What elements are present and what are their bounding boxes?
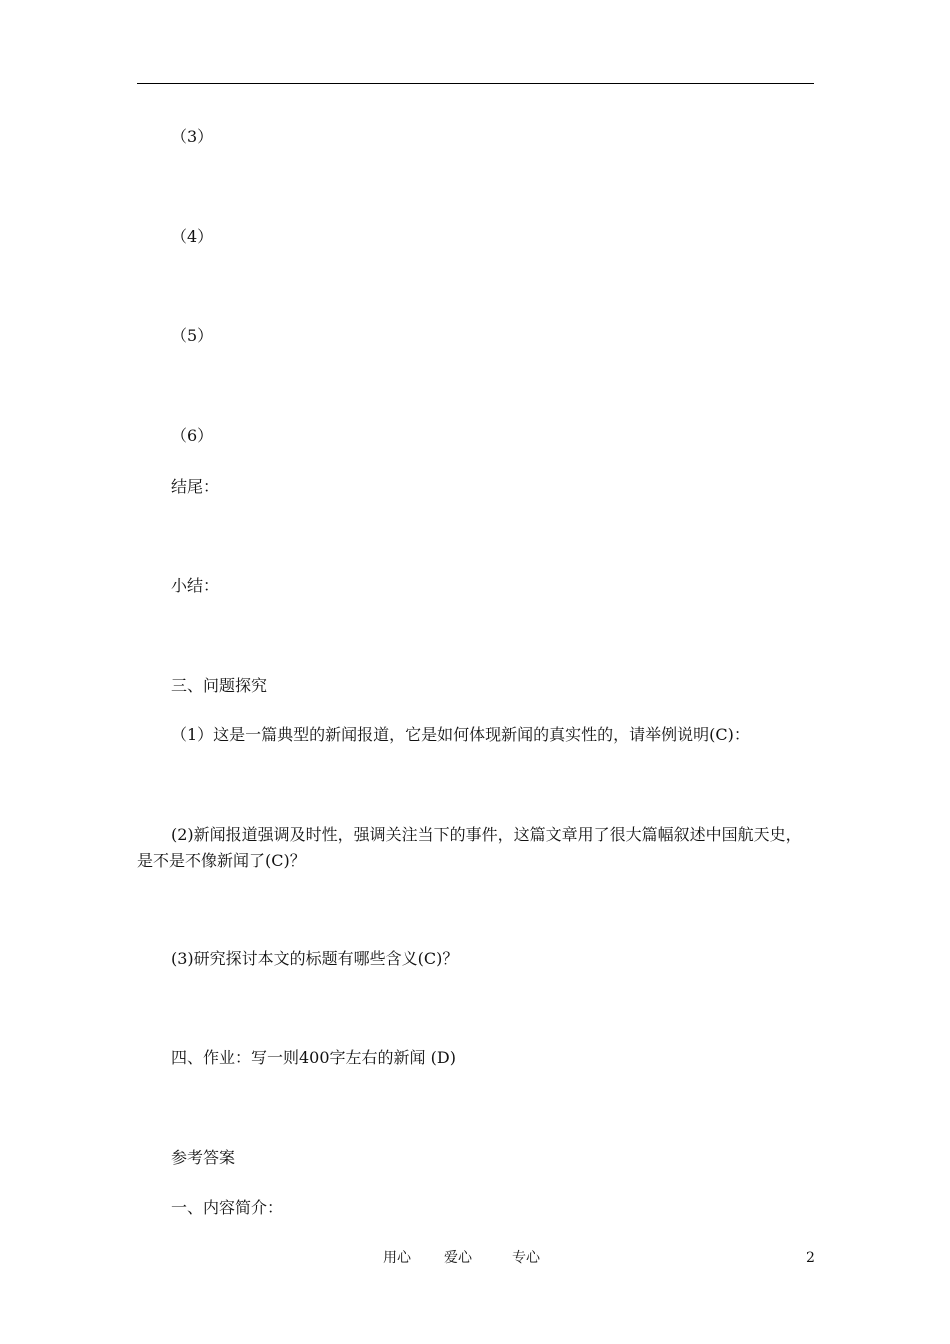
section-3-heading: 三、问题探究 xyxy=(171,676,268,695)
ending-label: 结尾： xyxy=(171,477,220,496)
reference-answers-heading: 参考答案 xyxy=(171,1148,236,1167)
item-3-label: （3） xyxy=(171,127,214,146)
section-4-homework: 四、作业：写一则400字左右的新闻 (D) xyxy=(171,1048,456,1067)
question-3: (3)研究探讨本文的标题有哪些含义(C)？ xyxy=(171,949,459,968)
footer-motto-3: 专心 xyxy=(512,1250,540,1266)
summary-label: 小结： xyxy=(171,576,220,595)
footer-motto-1: 用心 xyxy=(383,1250,411,1266)
item-4-label: （4） xyxy=(171,227,214,246)
question-1: （1）这是一篇典型的新闻报道，它是如何体现新闻的真实性的，请举例说明(C)： xyxy=(171,725,750,744)
question-2-line-2: 是不是不像新闻了(C)？ xyxy=(137,851,306,870)
item-6-label: （6） xyxy=(171,426,214,445)
footer-motto-2: 爱心 xyxy=(444,1250,472,1266)
item-5-label: （5） xyxy=(171,326,214,345)
question-2-line-1: (2)新闻报道强调及时性，强调关注当下的事件，这篇文章用了很大篇幅叙述中国航天史， xyxy=(171,825,802,844)
header-rule xyxy=(137,83,814,84)
section-1-content-intro: 一、内容简介： xyxy=(171,1198,284,1217)
page-number: 2 xyxy=(806,1250,815,1266)
